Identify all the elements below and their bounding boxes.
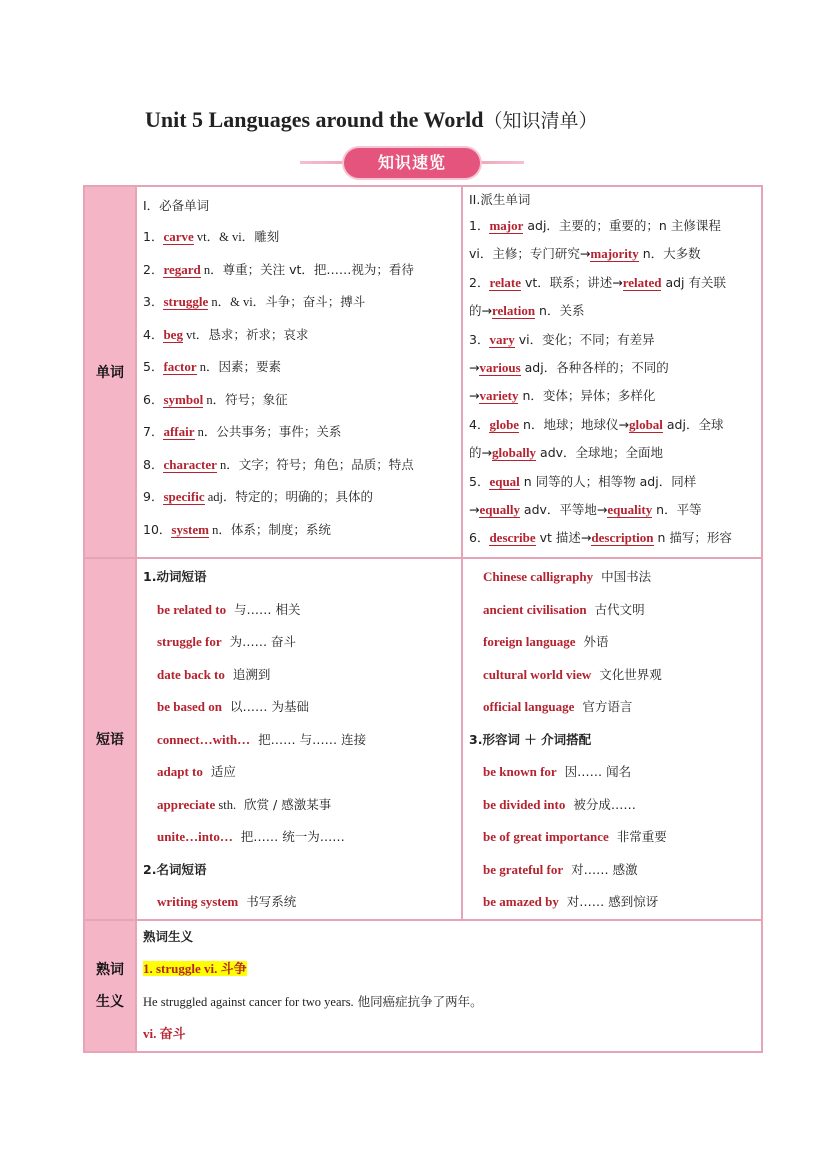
derived-term: majority: [590, 246, 639, 262]
phrase-en: struggle for: [157, 634, 222, 649]
phrase-item: [483, 626, 761, 659]
word-definition: 因素；要素: [218, 359, 282, 374]
derived-word-line: [469, 326, 761, 354]
section-banner: [300, 146, 524, 180]
phrase-cn: 对…… 感激: [571, 861, 638, 877]
derived-prefix: 4．: [469, 416, 490, 432]
derived-word-line: [469, 439, 761, 467]
word-definition: 公共事务；事件；关系: [216, 424, 342, 439]
word-item: [143, 286, 461, 319]
word-item: [143, 514, 461, 547]
word-item: [143, 449, 461, 482]
word-definition: 恳求；祈求；哀求: [208, 326, 309, 342]
derived-text: vi．变化；不同；有差异: [514, 331, 655, 347]
noun-phrases-heading: 2.名词短语: [143, 861, 207, 877]
category-meaning-label: 熟词 生义: [96, 961, 124, 1010]
meaning-cell: [136, 920, 762, 1052]
word-definition: 符号；象征: [225, 391, 288, 407]
derived-term-2: global: [628, 416, 663, 432]
derived-term-2: related: [622, 274, 662, 290]
word-item: [143, 221, 461, 254]
phrase-en: be of great importance: [483, 829, 609, 844]
phrase-cn: 把…… 统一为……: [240, 829, 345, 844]
phrase-en: be divided into: [483, 796, 566, 812]
phrase-item: [483, 789, 761, 822]
derived-text-2: adj．全球: [662, 416, 724, 432]
adj-prep-heading: 3.形容词 ＋ 介词搭配: [469, 731, 592, 747]
words-right-cell: [462, 186, 762, 558]
derived-prefix: 1．: [469, 218, 490, 233]
category-meaning: [84, 920, 136, 1052]
title-cn: （知识清单）: [483, 110, 598, 132]
noun-phrases-list: [143, 886, 461, 919]
word-item: [143, 351, 461, 384]
meaning-row: [84, 920, 762, 1052]
derived-word-line: [469, 240, 761, 268]
derived-text-2: n．平等: [652, 501, 702, 517]
word-term: character: [163, 456, 217, 472]
derived-prefix: →: [469, 359, 480, 375]
category-words: 单词: [84, 186, 136, 558]
word-pos: adj．: [204, 490, 236, 504]
phrase-cn: 外语: [583, 634, 609, 649]
word-pos: vt．& vi．: [193, 230, 255, 244]
phrase-cn: 适应: [210, 764, 236, 779]
phrase-cn: 文化世界观: [599, 666, 662, 682]
phrase-en: date back to: [157, 666, 225, 682]
phrase-item: [483, 756, 761, 789]
phrase-item: [143, 626, 461, 659]
phrase-item: [483, 561, 761, 594]
phrase-en: cultural world view: [483, 666, 592, 682]
knowledge-table: [83, 185, 763, 1053]
phrase-item: [483, 659, 761, 692]
derived-text: vt 描述→: [535, 530, 592, 546]
phrase-item: [143, 594, 461, 627]
word-term: factor: [163, 359, 197, 374]
word-num: 5．: [143, 359, 164, 374]
phrase-cn: 欣赏 / 感激某事: [244, 796, 332, 812]
derived-term: equal: [489, 473, 520, 489]
phrase-cn: 把…… 与…… 连接: [258, 731, 367, 747]
word-definition: 文字；符号；角色；品质；特点: [238, 456, 414, 472]
phrase-item: [483, 821, 761, 854]
word-num: 9．: [143, 489, 164, 504]
word-num: 10．: [143, 521, 172, 537]
phrase-item: [483, 854, 761, 887]
phrase-en: be based on: [157, 699, 223, 714]
derived-text: adj．各种各样的；不同的: [520, 359, 669, 375]
derived-term: globally: [491, 445, 537, 461]
derived-word-line: [469, 212, 761, 240]
phrase-en: be amazed by: [483, 894, 559, 909]
meaning-example-cn: 他同癌症抗争了两年。: [357, 993, 483, 1009]
word-pos: n．: [216, 457, 239, 472]
phrase-item: [143, 659, 461, 692]
phrase-en: be known for: [483, 764, 557, 779]
phrase-item: [143, 724, 461, 757]
word-pos: vt．: [182, 327, 209, 342]
banner-label: 知识速览: [344, 148, 480, 178]
phrase-cn: 被分成……: [573, 796, 636, 812]
derived-text-2: n 描写；形容: [653, 530, 732, 546]
phrase-en: official language: [483, 699, 575, 714]
phrase-en: connect…with…: [157, 731, 251, 747]
word-pos: n．: [194, 425, 217, 439]
derived-prefix: vi．主修；专门研究→: [469, 246, 591, 262]
meaning-sub-text: vi. 奋斗: [143, 1026, 186, 1041]
derived-word-line: [469, 297, 761, 325]
word-definition: 雕刻: [254, 229, 280, 244]
word-definition: 特定的；明确的；具体的: [235, 489, 374, 504]
phrase-en: be grateful for: [483, 861, 564, 877]
word-num: 7．: [143, 424, 164, 439]
derived-term: relate: [489, 274, 521, 290]
word-term: regard: [163, 261, 201, 277]
derived-text: n．地球；地球仪→: [519, 416, 629, 432]
derived-term: variety: [479, 388, 519, 404]
phrase-cn: 以…… 为基础: [229, 699, 309, 714]
title-en: Unit 5 Languages around the World: [145, 107, 484, 132]
derived-text: n．变体；异体；多样化: [518, 388, 656, 404]
words-right-list: [469, 212, 761, 553]
derived-text: n．大多数: [638, 246, 701, 262]
word-term: struggle: [163, 294, 209, 309]
phrase-cn: 为…… 奋斗: [229, 634, 297, 649]
phrases-row: [84, 558, 762, 920]
derived-text-2: adj 有关联: [661, 274, 726, 290]
word-num: 6．: [143, 391, 164, 407]
derived-text: adj．主要的；重要的；n 主修课程: [523, 218, 721, 233]
word-pos: n．: [208, 522, 231, 537]
word-term: beg: [163, 326, 183, 342]
word-term: specific: [163, 489, 205, 504]
derived-text: n．关系: [535, 303, 585, 319]
derived-text: n 同等的人；相等物 adj．同样: [519, 473, 697, 489]
word-term: affair: [163, 424, 195, 439]
word-pos: n．: [203, 392, 226, 407]
phrases-left-cell: [136, 558, 462, 920]
words-left-cell: [136, 186, 462, 558]
phrase-cn: 因…… 闻名: [564, 764, 632, 779]
derived-text: adv．平等地→: [519, 501, 608, 517]
words-right-heading: II.派生单词: [469, 192, 531, 207]
phrase-en: be related to: [157, 601, 227, 617]
derived-text: adv．全球地；全面地: [536, 445, 664, 461]
derived-term-2: equality: [607, 501, 653, 517]
word-definition: 尊重；关注 vt．把……视为；看待: [222, 261, 414, 277]
derived-prefix: 的→: [469, 445, 492, 461]
derived-word-line: [469, 524, 761, 552]
word-item: [143, 384, 461, 417]
derived-word-line: [469, 496, 761, 524]
word-item: [143, 416, 461, 449]
derived-word-line: [469, 382, 761, 410]
word-pos: n．: [200, 262, 223, 277]
phrase-cn: 官方语言: [582, 699, 633, 714]
phrase-cn: 书写系统: [246, 894, 297, 909]
derived-term: equally: [479, 501, 520, 517]
word-term: symbol: [163, 391, 204, 407]
derived-prefix: 5．: [469, 473, 490, 489]
phrase-en: adapt to: [157, 764, 203, 779]
word-num: 2．: [143, 261, 164, 277]
phrase-en: unite…into…: [157, 829, 233, 844]
derived-term: major: [489, 218, 524, 233]
meaning-heading: 熟词生义: [143, 928, 194, 944]
meaning-example: [143, 986, 761, 1019]
phrase-item: [143, 789, 461, 822]
phrase-obj: sth.: [215, 797, 237, 812]
derived-word-line: [469, 269, 761, 297]
phrase-en: writing system: [157, 894, 239, 909]
meaning-item: [143, 953, 761, 986]
word-term: system: [171, 521, 209, 537]
word-item: [143, 481, 461, 514]
derived-term: describe: [489, 530, 536, 546]
derived-text: vt．联系；讲述→: [520, 274, 623, 290]
derived-prefix: 2．: [469, 274, 490, 290]
words-left-list: [143, 221, 461, 546]
word-pos: n．& vi．: [208, 295, 266, 309]
words-left-heading: I．必备单词: [143, 198, 210, 213]
phrases-right-cell: [462, 558, 762, 920]
word-item: [143, 319, 461, 352]
word-definition: 体系；制度；系统: [230, 521, 331, 537]
word-definition: 斗争；奋斗；搏斗: [265, 294, 366, 309]
phrase-item: [143, 886, 461, 919]
phrase-item: [143, 756, 461, 789]
word-num: 8．: [143, 456, 164, 472]
derived-prefix: 6．: [469, 530, 490, 546]
phrase-en: ancient civilisation: [483, 601, 587, 617]
derived-word-line: [469, 354, 761, 382]
phrase-en: Chinese calligraphy: [483, 569, 594, 584]
verb-phrases-list: [143, 594, 461, 854]
derived-term: relation: [491, 303, 536, 319]
meaning-example-en: He struggled against cancer for two years.: [143, 994, 354, 1009]
derived-term: vary: [489, 331, 515, 347]
meaning-sub: [143, 1018, 761, 1051]
derived-word-line: [469, 468, 761, 496]
phrase-item: [143, 821, 461, 854]
derived-prefix: 3．: [469, 331, 490, 347]
words-row: [84, 186, 762, 558]
word-num: 4．: [143, 326, 164, 342]
phrase-cn: 古代文明: [594, 601, 645, 617]
phrase-item: [483, 691, 761, 724]
phrase-cn: 对…… 感到惊讶: [566, 894, 659, 909]
phrase-cn: 中国书法: [601, 569, 652, 584]
phrase-en: foreign language: [483, 634, 576, 649]
word-num: 3．: [143, 294, 164, 309]
derived-prefix: 的→: [469, 303, 492, 319]
word-pos: n．: [196, 360, 219, 374]
derived-prefix: →: [469, 388, 480, 404]
phrase-cn: 非常重要: [616, 829, 667, 844]
derived-term: globe: [489, 416, 520, 432]
meaning-item-text: 1. struggle vi. 斗争: [143, 961, 247, 976]
category-phrases: 短语: [84, 558, 136, 920]
phrase-en: appreciate: [157, 796, 216, 812]
adj-prep-list: [483, 756, 761, 919]
word-term: carve: [163, 229, 194, 244]
derived-term-2: description: [591, 530, 654, 546]
derived-word-line: [469, 411, 761, 439]
phrase-cn: 与…… 相关: [234, 601, 301, 617]
word-item: [143, 254, 461, 287]
phrase-item: [143, 691, 461, 724]
word-num: 1．: [143, 229, 164, 244]
derived-prefix: →: [469, 501, 480, 517]
phrase-item: [483, 886, 761, 919]
derived-term: various: [479, 359, 521, 375]
phrase-cn: 追溯到: [232, 666, 271, 682]
page-title: [145, 106, 597, 133]
noun-phrases-right-list: [483, 561, 761, 724]
verb-phrases-heading: 1.动词短语: [143, 569, 207, 584]
phrase-item: [483, 594, 761, 627]
